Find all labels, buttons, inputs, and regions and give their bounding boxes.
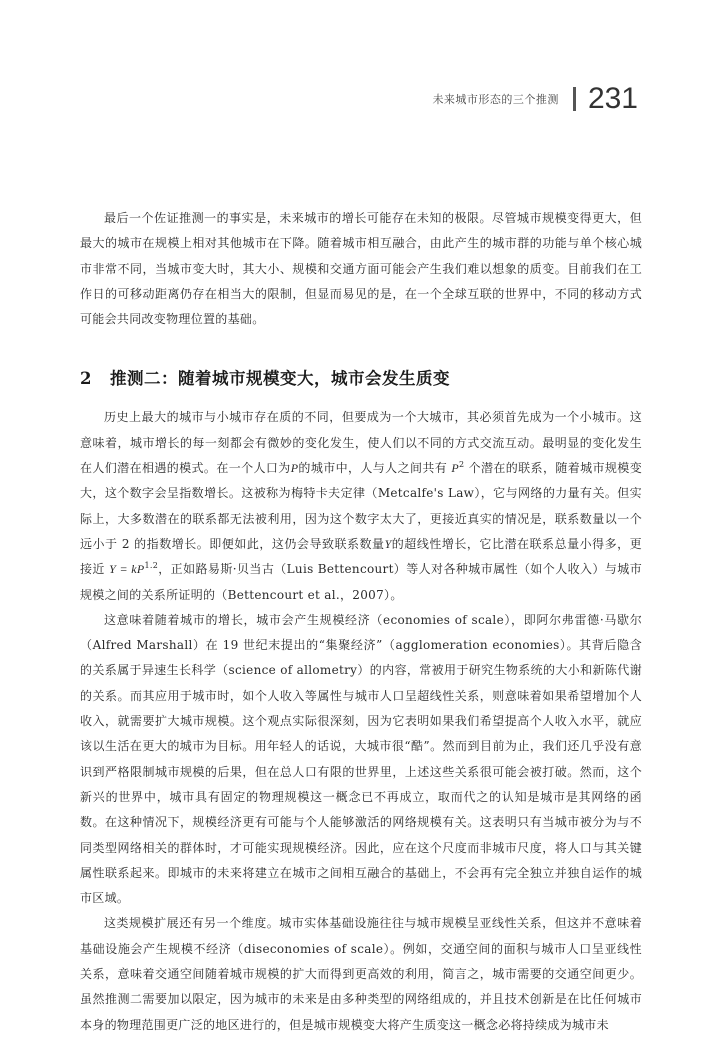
- paragraph-2: [80, 405, 642, 607]
- section-title: 推测二：随着城市规模变大，城市会发生质变: [110, 369, 450, 389]
- variable-y: Y: [384, 536, 392, 551]
- paragraph-1: 最后一个佐证推测一的事实是，未来城市的增长可能存在未知的极限。尽管城市规模变得更大，但最大的城市在规模上相对其他城市在下降。随着城市相互融合，由此产生的城市群的功能与单个核心城市非常不同，当城市变大时，其大小、规模和交通方面可能会产生我们难以想象的质变。目前我们在工作日的可移动距离仍存在相当大的限制，但显而易见的是，在一个全球互联的世界中，不同的移动方式可能会共同改变物理位置的基础。: [80, 211, 642, 327]
- formula-exponent: 1.2: [144, 561, 159, 571]
- section-number: 2: [80, 369, 92, 389]
- paragraph-3: 这意味着随着城市的增长，城市会产生规模经济（economies of scale），即阿尔弗雷德·马歇尔（Alfred Marshall）在 19 世纪末提出的“集聚经济”（agglomeration economies）。其背后隐含的关系属于异速生长科学（science of allometry）的内容，常被用于研究生物系统的大小和新陈代谢的关系。而其应用于城市时，如个人收入等属性与城市人口呈超线性关系，则意味着如果希望增加个人收入，就需要扩大城市规模。这个观点实际很深刻，因为它表明如果我们希望提高个人收入水平，就应该以生活在更大的城市为目标。用年轻人的话说，大城市很“酷”。然而到目前为止，我们还几乎没有意识到严格限制城市规模的后果，但在总人口有限的世界里，上述这些关系很可能会被打破。然而，这个新兴的世界中，城市具有固定的物理规模这一概念已不再成立，取而代之的认知是城市是其网络的函数。在这种情况下，规模经济更有可能与个人能够激活的网络规模有关。这表明只有当城市被分为与不同类型网络相关的群体时，才可能实现规模经济。因此，应在这个尺度而非城市尺度，将人口与其关键属性联系起来。即城市的未来将建立在城市之间相互融合的基础上，不会再有完全独立并独自运作的城市区域。: [80, 612, 642, 906]
- paragraph-2-text-3: 个潜在的联系，随着城市规模变大，这个数字会呈指数增长。这被称为梅特卡夫定律（Metcalfe's Law），它与网络的力量有关。但实际上，大多数潜在的联系都无法被利用，因为这个数字太大了，更接近真实的情况是，联系数量以一个远小于 2 的指数增长。即便如此，这仍会导致联系数量: [80, 461, 642, 551]
- page-body: [80, 206, 642, 1038]
- paragraph-2-text-5: ，正如路易斯·贝当古（Luis Bettencourt）等人对各种城市属性（如个人收入）与城市规模之间的关系所证明的（Bettencourt et al.，2007）。: [80, 562, 642, 602]
- running-header: [432, 84, 638, 114]
- running-title: 未来城市形态的三个推测: [432, 93, 559, 106]
- paragraph-2-text-4: 的超线性增长，它比潜在联系总量小得多，更接近: [80, 536, 642, 577]
- p-squared-exponent: 2: [458, 460, 465, 470]
- paragraph-4: 这类规模扩展还有另一个维度。城市实体基础设施往往与城市规模呈亚线性关系，但这并不意味着基础设施会产生规模不经济（diseconomies of scale）。例如，交通空间的面积与城市人口呈亚线性关系，意味着交通空间随着城市规模的扩大而得到更高效的利用，简言之，城市需要的交通空间更少。虽然推测二需要加以限定，因为城市的未来是由多种类型的网络组成的，并且技术创新是在比任何城市本身的物理范围更广泛的地区进行的，但是城市规模变大将产生质变这一概念必将持续成为城市未: [80, 916, 642, 1032]
- section-heading: [80, 365, 642, 389]
- page-number: 231: [587, 82, 638, 115]
- paragraph-2-text-1: 历史上最大的城市与小城市存在质的不同，但要成为一个大城市，其必须首先成为一个小城市。这意味着，城市增长的每一刻都会有微妙的变化发生，使人们以不同的方式交流互动。最明显的变化发生在人们潜在相遇的模式。在一个人口为: [80, 410, 642, 476]
- paragraph-2-text-2: 的城市中，人与人之间共有: [298, 461, 452, 476]
- formula-base: Y = kP: [109, 562, 145, 577]
- p-squared-base: P: [451, 461, 459, 476]
- variable-p: P: [290, 461, 299, 476]
- header-divider: [573, 87, 576, 111]
